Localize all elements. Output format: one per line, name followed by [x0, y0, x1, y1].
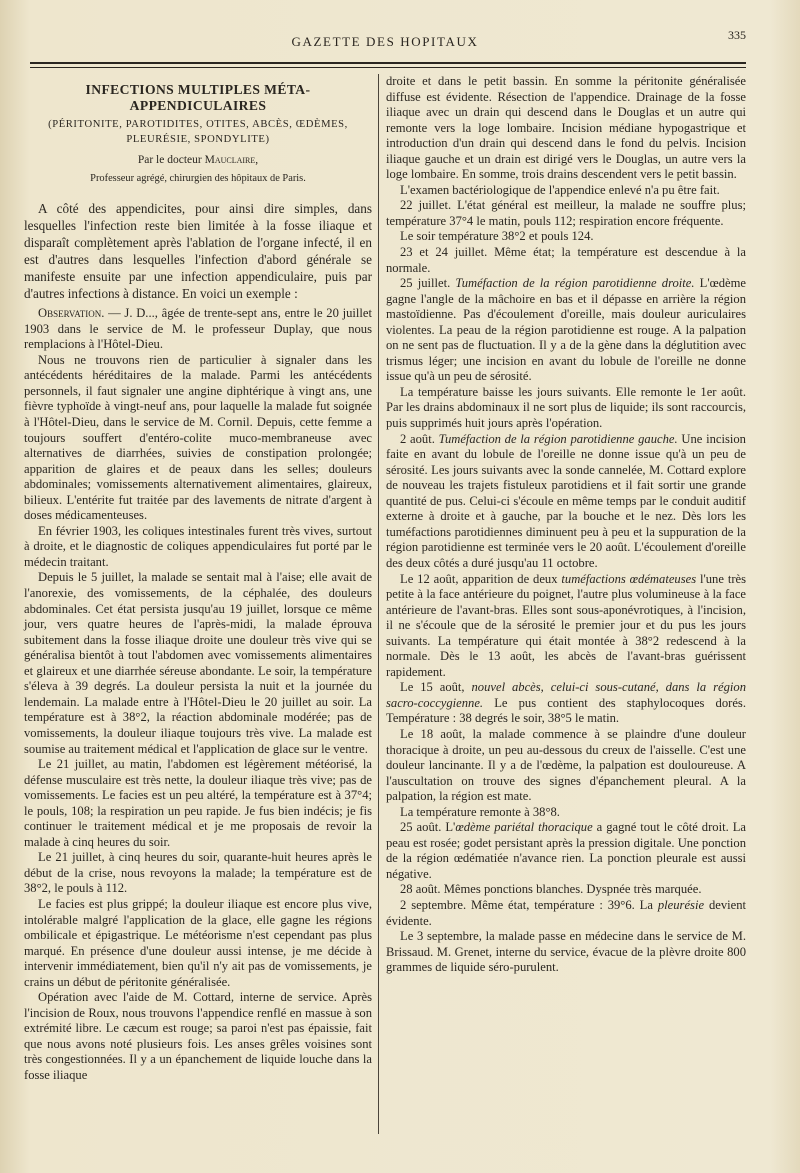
july-21-evening-paragraph: Le 21 juillet, à cinq heures du soir, quarante-huit heures après le début de la crise, nous revoyons la malade; la température est de 38°2, le pouls à 112. — [24, 850, 372, 896]
temperature-rise-paragraph: La température remonte à 38°8. — [400, 804, 560, 819]
july-23-24-paragraph: 23 et 24 juillet. Même état; la température est descendue à la normale. — [386, 245, 746, 275]
temperature-drop-paragraph: La température baisse les jours suivants. Elle remonte le 1er août. Par les drains abdominaux il ne sort plus de liquide; ils sont raccourcis, puis supprimés huit jours après l'opération. — [386, 384, 746, 431]
evening-temperature-paragraph: Le soir température 38°2 et pouls 124. — [400, 229, 594, 244]
running-head: GAZETTE DES HOPITAUX — [291, 34, 479, 49]
drainage-paragraph: droite et dans le petit bassin. En somme la péritonite généralisée diffuse est évidente. Résection de l'appendice. Drainage de la fosse iliaque avec un drain qui descend dans le Douglas et un autre qui remonte vers la loge lombaire. Incision médiane hypogastrique et introduction d'un drain qui descend dans le fond du pelvis. Incision iliaque gauche et un drain est dirigé vers le Douglas, un autre vers la loge lombaire. En somme, trois drains descendent vers le petit bassin. — [386, 74, 746, 182]
facies-paragraph: Le facies est plus grippé; la douleur iliaque est encore plus vive, intolérable malgré l'application de la glace, elle gagne les régions ombilicale et épigastrique. Le météorisme n'est cependant pas plus marqué. En présence d'une douleur aussi intense, je me décide à intervenir immédiatement, bien qu'il n'y ait pas de vomissements, je crains un début de péritonite généralisée. — [24, 896, 372, 989]
header-rule-thin — [30, 67, 746, 68]
right-column — [386, 74, 746, 976]
july-22-paragraph: 22 juillet. L'état général est meilleur, la malade ne souffre plus; température 37°4 le matin, pouls 112; respiration encore fréquente. — [386, 198, 746, 228]
july-25-paragraph: 25 juillet. Tuméfaction de la région parotidienne droite. L'œdème gagne l'angle de la mâchoire en bas et il dépasse en arrière la région mastoïdienne. Pas d'écoulement d'oreille, mais douleur auriculaires violentes. La peau de la région parotidienne est rouge. A la palpation on ne sent pas de fluctuation. Il y a de la gène dans la déglutition avec trismus léger; une incision en avant du lobule de l'oreille ne donne issue qu'à un peu de sérosité. — [386, 276, 746, 384]
observation-text: — J. D..., âgée de trente-sept ans, entre le 20 juillet 1903 dans le service de M. le professeur Duplay, que nous remplacions à l'Hôtel-Dieu. — [24, 306, 372, 352]
observation-paragraph — [24, 306, 372, 353]
author-affiliation: Professeur agrégé, chirurgien des hôpitaux de Paris. — [90, 172, 306, 184]
august-15-paragraph: Le 15 août, nouvel abcès, celui-ci sous-cutané, dans la région sacro-coccygienne. Le pus contient des staphylocoques dorés. Température : 38 degrés le soir, 38°5 le matin. — [386, 680, 746, 726]
august-28-paragraph: 28 août. Mêmes ponctions blanches. Dyspnée très marquée. — [400, 882, 702, 897]
august-25-paragraph: 25 août. L'œdème pariétal thoracique a gagné tout le côté droit. La peau est rosée; godet persistant après la pression digitale. Une ponction de la région œdématiée n'avance rien. La ponction pleurale est aussi négative. — [386, 820, 746, 881]
september-3-paragraph: Le 3 septembre, la malade passe en médecine dans le service de M. Brissaud. M. Grenet, interne du service, évacue de la plèvre droite 800 grammes de liquide séro-purulent. — [386, 929, 746, 975]
left-column — [24, 74, 372, 1084]
august-2-paragraph: 2 août. Tuméfaction de la région parotidienne gauche. Une incision faite en avant du lobule de l'oreille ne donne issue qu'à un peu de sérosité. Les jours suivants avec la sonde cannelée, M. Cottard explore de nouveau les trajets fistuleux parotidiens et il fait sortir une grande quantité de pus. Celui-ci s'écoule en même temps par le conduit auditif externe à droite et à gauche, par la bouche et le nez. Dès lors les tuméfactions parotidiennes diminuent peu à peu et la suppuration de la région parotidienne est terminée vers le 20 août. L'écoulement d'oreille des deux côtés a duré jusqu'au 11 octobre. — [386, 431, 746, 570]
intro-paragraph: A côté des appendicites, pour ainsi dire simples, dans lesquelles l'infection reste bien limitée à la fosse iliaque et disparaît complètement après l'ablation de l'organe infecté, il en est d'autres dans lesquelles l'infection d'abord générale se manifeste ensuite par une infection appendiculaire, puis par d'autres infections à distance. En voici un exemple : — [24, 201, 372, 302]
byline — [24, 153, 372, 169]
february-paragraph: En février 1903, les coliques intestinales furent très vives, surtout à droite, et le diagnostic de coliques appendiculaires fut porté par le médecin traitant. — [24, 523, 372, 569]
article-title: INFECTIONS MULTIPLES MÉTA-APPENDICULAIRES — [85, 82, 311, 113]
august-12-paragraph: Le 12 août, apparition de deux tuméfactions œdémateuses l'une très petite à la face antérieure du poignet, l'autre plus volumineuse à la face antérieure de l'avant-bras. Elles sont sous-aponévrotiques, à l'incision, il ne s'écoule que de la sérosité le premier jour et du pus les jours suivants. La température qui était montée à 38°2 redescend à la normale. Dès le 13 août, les abcès de l'avant-bras guérissent rapidement. — [386, 571, 746, 679]
column-divider — [378, 74, 379, 1134]
bacteriology-paragraph: L'examen bactériologique de l'appendice enlevé n'a pu être fait. — [400, 182, 720, 197]
operation-paragraph: Opération avec l'aide de M. Cottard, interne de service. Après l'incision de Roux, nous trouvons l'appendice renflé en massue à son extrémité libre. Le cæcum est rouge; sa paroi n'est pas épaissie, fait que nous avons noté plusieurs fois. Les anses grêles voisines sont très congestionnées. Il y a un épanchement de liquide louche dans la fosse iliaque — [24, 990, 372, 1082]
header-rule-thick — [30, 62, 746, 64]
august-18-paragraph: Le 18 août, la malade commence à se plaindre d'une douleur thoracique à droite, un peu au-dessous du creux de l'aisselle. C'est une douleur lancinante. Il y a de l'œdème, la palpation est douloureuse. A l'auscultation on trouve des signes d'épanchement pleural. A la palpation, la région est mate. — [386, 726, 746, 804]
antecedents-paragraph: Nous ne trouvons rien de particulier à signaler dans les antécédents héréditaires de la malade. Parmi les antécédents personnels, il faut signaler une angine diphtérique à vingt ans, une fièvre typhoïde à vingt-neuf ans, pour laquelle la malade fut soignée à l'Hôtel-Dieu, dans le service de M. Cornil. Depuis, cette femme a toujours souffert d'entéro-colite muco-membraneuse avec alternatives de diarrhées, suivies de constipation prolongée; apparition de glaires et de peaux dans les selles; douleurs abdominales; vomissements alternativement alimentaires, glaireux, bilieux. L'entérite fut traitée par des lavements de nitrate d'argent à doses médicamenteuses. — [24, 352, 372, 523]
byline-prefix: Par le docteur — [137, 154, 202, 167]
july-21-morning-paragraph: Le 21 juillet, au matin, l'abdomen est légèrement météorisé, la défense musculaire est très nette, la douleur iliaque très vive; pas de vomissements. Le facies est un peu altéré, la température est à 37°4; le pouls, 108; la respiration un peu rapide. Je fus bien indécis; je fis continuer le traitement médical et je me proposais de revoir la malade à cinq heures du soir. — [24, 757, 372, 849]
september-2-paragraph: 2 septembre. Même état, température : 39°6. La pleurésie devient évidente. — [386, 897, 747, 928]
article-subtitle: (PÉRITONITE, PAROTIDITES, OTITES, ABCÈS, ŒDÈMES, PLEURÉSIE, SPONDYLITE) — [48, 119, 348, 146]
observation-label: Observation. — [38, 306, 105, 321]
page-number: 335 — [728, 28, 746, 42]
july-onset-paragraph: Depuis le 5 juillet, la malade se sentait mal à l'aise; elle avait de l'anorexie, des vomissements, de la céphalée, des douleurs abdominales. Cet état persista jusqu'au 19 juillet, lorsque ce même jour, vers quatre heures de l'après-midi, la malade éprouva subitement dans la fosse iliaque droite une douleur très vive qui se généralisa bientôt à tout l'abdomen avec vomissements alimentaires et glaireux et une diarrhée séreuse abondante. Le soir, la température s'éleva à 39 degrés. La douleur persista la nuit et la journée du lendemain. La malade entre à l'Hôtel-Dieu le 20 juillet au soir. La température est à 38°2, la réaction abdominale modérée; pas de vomissements, la douleur iliaque toujours très vive. La malade est soumise au traitement médical et l'application de glace sur le ventre. — [24, 570, 372, 756]
author-name: Mauclaire, — [204, 154, 259, 167]
